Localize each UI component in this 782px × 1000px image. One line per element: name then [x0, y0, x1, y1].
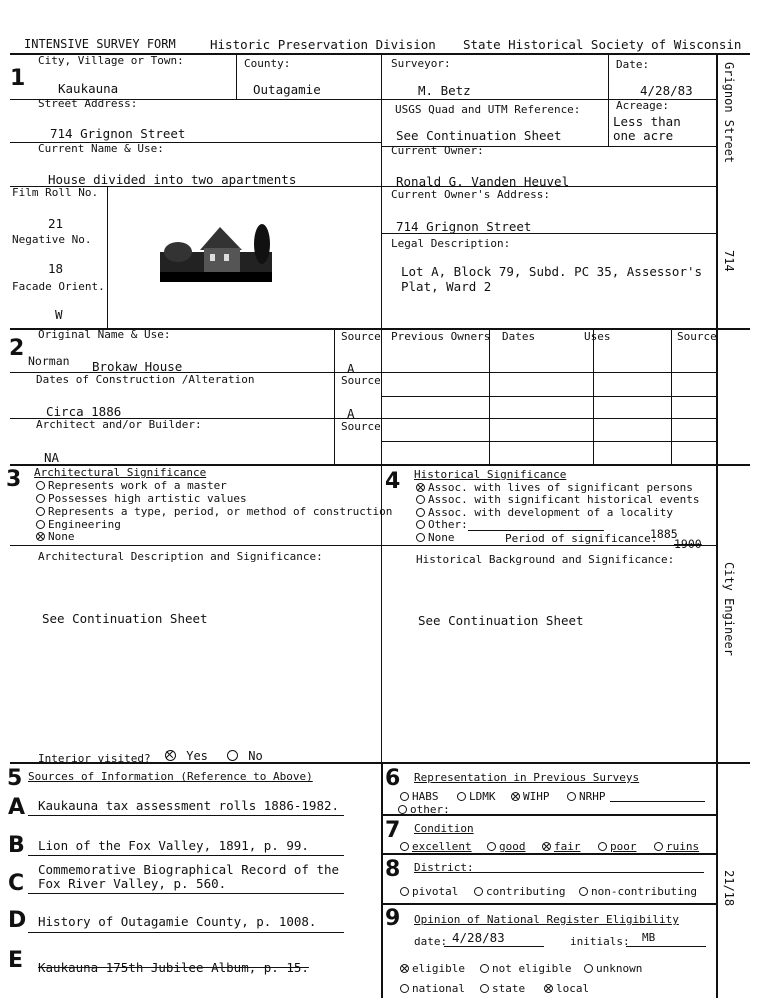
architect-value[interactable]: NA [44, 450, 60, 465]
condition-poor[interactable]: poor [598, 840, 637, 853]
county-value[interactable]: Outagamie [253, 82, 321, 97]
owner-address-label: Current Owner's Address: [391, 188, 550, 201]
surveyor-label: Surveyor: [391, 57, 451, 70]
hist-background-label: Historical Background and Significance: [416, 553, 675, 566]
source-header-4: Source [341, 420, 381, 433]
margin-number: 714 [722, 250, 736, 272]
radio-checked-icon [400, 964, 409, 973]
arch-opt-engineering[interactable]: Engineering [36, 518, 121, 531]
source-letter-e: E [8, 948, 24, 973]
owner-address-value[interactable]: 714 Grignon Street [396, 219, 532, 234]
acreage-value-2[interactable]: one acre [613, 128, 674, 143]
current-name-label: Current Name & Use: [38, 142, 164, 155]
initials-value[interactable]: MB [642, 931, 656, 944]
radio-checked-icon [36, 532, 45, 541]
street-value[interactable]: 714 Grignon Street [50, 126, 186, 141]
radio-icon [416, 520, 425, 529]
arch-opt-master[interactable]: Represents work of a master [36, 479, 227, 492]
street-label: Street Address: [38, 97, 138, 110]
radio-icon [36, 507, 45, 516]
radio-icon [416, 508, 425, 517]
radio-icon [36, 520, 45, 529]
date-value[interactable]: 4/28/83 [640, 83, 693, 98]
source-c-2[interactable]: Fox River Valley, p. 560. [38, 876, 227, 891]
date-label: Date: [616, 58, 650, 71]
eligibility-title: Opinion of National Register Eligibility [414, 913, 679, 926]
section-8-number: 8 [385, 857, 401, 882]
radio-checked-icon [511, 792, 520, 801]
radio-checked-icon [542, 842, 551, 851]
construction-source[interactable]: A [347, 406, 355, 421]
period-start[interactable]: 1885 [650, 527, 678, 541]
city-label: City, Village or Town: [38, 54, 184, 67]
usgs-label: USGS Quad and UTM Reference: [395, 103, 581, 116]
original-name-source[interactable]: A [347, 361, 355, 376]
section-2-number: 2 [9, 336, 25, 361]
owner-label: Current Owner: [391, 144, 484, 157]
acreage-label: Acreage: [616, 99, 669, 112]
hist-significance-title: Historical Significance [414, 468, 567, 481]
initials-label: initials: [570, 935, 630, 948]
survey-ldmk[interactable]: LDMK [457, 790, 496, 803]
acreage-value-1[interactable]: Less than [613, 114, 681, 129]
section-6-number: 6 [385, 766, 401, 791]
radio-icon [400, 984, 409, 993]
hist-opt-locality[interactable]: Assoc. with development of a locality [416, 506, 673, 519]
condition-good[interactable]: good [487, 840, 526, 853]
sources-title: Sources of Information (Reference to Above) [28, 770, 313, 783]
interior-yes[interactable]: Yes [165, 750, 208, 763]
hist-opt-none[interactable]: None [416, 531, 455, 544]
legal-value-2[interactable]: Plat, Ward 2 [401, 279, 492, 294]
radio-icon [36, 494, 45, 503]
surveys-title: Representation in Previous Surveys [414, 771, 640, 784]
hist-opt-persons[interactable]: Assoc. with lives of significant persons [416, 481, 693, 494]
survey-wihp[interactable]: WIHP [511, 790, 550, 803]
source-letter-b: B [8, 833, 25, 858]
original-name-b[interactable]: Brokaw House [92, 359, 183, 374]
facade-label: Facade Orient. [12, 280, 105, 293]
county-label: County: [244, 57, 291, 70]
source-header-1: Source [341, 330, 381, 343]
source-c-1[interactable]: Commemorative Biographical Record of the [38, 862, 340, 877]
eligibility-date-value[interactable]: 4/28/83 [452, 930, 505, 945]
radio-icon [480, 964, 489, 973]
hist-opt-other[interactable]: Other: [416, 518, 468, 531]
condition-ruins[interactable]: ruins [654, 840, 699, 853]
source-b[interactable]: Lion of the Fox Valley, 1891, p. 99. [38, 838, 309, 853]
society-name: State Historical Society of Wisconsin [463, 37, 742, 52]
construction-dates-value[interactable]: Circa 1886 [46, 404, 122, 419]
section-4-number: 4 [385, 469, 401, 494]
radio-icon [579, 887, 588, 896]
condition-excellent[interactable]: excellent [400, 840, 472, 853]
survey-other[interactable]: other: [398, 803, 450, 816]
margin-code: 21/18 [722, 870, 736, 907]
arch-description-value[interactable]: See Continuation Sheet [42, 611, 208, 626]
section-7-number: 7 [385, 818, 401, 843]
section-9-number: 9 [385, 906, 401, 931]
radio-icon [487, 842, 496, 851]
arch-opt-artistic[interactable]: Possesses high artistic values [36, 492, 247, 505]
level-national[interactable]: national [400, 982, 465, 995]
section-3-number: 3 [6, 467, 22, 492]
source-header-3: Source [341, 374, 381, 387]
district-pivotal[interactable]: pivotal [400, 885, 458, 898]
source-letter-d: D [8, 908, 27, 933]
eligibility-eligible[interactable]: eligible [400, 962, 465, 975]
form-title: INTENSIVE SURVEY FORM [24, 37, 176, 51]
other-line [468, 530, 604, 531]
film-roll-label: Film Roll No. [12, 186, 99, 199]
negative-label: Negative No. [12, 233, 92, 246]
arch-significance-title: Architectural Significance [34, 466, 207, 479]
eligibility-date-label: date: [414, 935, 448, 948]
legal-value-1[interactable]: Lot A, Block 79, Subd. PC 35, Assessor's [401, 264, 703, 279]
radio-icon [598, 842, 607, 851]
source-e[interactable]: Kaukauna 175th Jubilee Album, p. 15. [38, 960, 309, 975]
radio-icon [36, 481, 45, 490]
condition-fair[interactable]: fair [542, 840, 581, 853]
owner-value[interactable]: Ronald G. Vanden Heuvel [396, 174, 570, 189]
uses-header: Uses [584, 330, 611, 343]
negative-value[interactable]: 18 [48, 261, 64, 276]
radio-icon [654, 842, 663, 851]
survey-habs[interactable]: HABS [400, 790, 439, 803]
film-roll-value[interactable]: 21 [48, 216, 64, 231]
radio-icon [457, 792, 466, 801]
district-title: District: [414, 861, 474, 874]
previous-owners-header: Previous Owners [391, 330, 491, 343]
construction-dates-label: Dates of Construction /Alteration [36, 373, 255, 386]
division-name: Historic Preservation Division [210, 37, 436, 52]
radio-icon [400, 887, 409, 896]
radio-checked-icon [416, 483, 425, 492]
source-d[interactable]: History of Outagamie County, p. 1008. [38, 914, 317, 929]
city-value[interactable]: Kaukauna [58, 81, 119, 96]
radio-icon [416, 533, 425, 542]
level-local[interactable]: local [544, 982, 589, 995]
source-letter-a: A [8, 795, 26, 820]
eligibility-unknown[interactable]: unknown [584, 962, 642, 975]
period-end[interactable]: 1900 [674, 537, 702, 551]
radio-icon [416, 495, 425, 504]
period-label: Period of significance: [505, 532, 658, 545]
arch-opt-type[interactable]: Represents a type, period, or method of construction [36, 505, 392, 518]
radio-icon [400, 842, 409, 851]
district-contributing[interactable]: contributing [474, 885, 565, 898]
section-1-number: 1 [10, 66, 26, 91]
margin-department: City Engineer [722, 562, 736, 656]
interior-label: Interior visited? [38, 752, 151, 765]
radio-icon [480, 984, 489, 993]
arch-description-label: Architectural Description and Significance: [38, 550, 323, 563]
eligibility-not-eligible[interactable]: not eligible [480, 962, 571, 975]
radio-checked-icon [165, 750, 176, 761]
section-5-number: 5 [7, 766, 23, 791]
condition-title: Condition [414, 822, 474, 835]
radio-checked-icon [544, 984, 553, 993]
interior-no[interactable]: No [227, 750, 263, 763]
source-letter-c: C [8, 871, 25, 896]
facade-value[interactable]: W [55, 307, 63, 322]
district-non-contributing[interactable]: non-contributing [579, 885, 697, 898]
surveyor-value[interactable]: M. Betz [418, 83, 471, 98]
arch-opt-none[interactable]: None [36, 530, 75, 543]
dates-header: Dates [502, 330, 536, 343]
radio-icon [584, 964, 593, 973]
usgs-value[interactable]: See Continuation Sheet [396, 128, 562, 143]
level-state[interactable]: state [480, 982, 525, 995]
radio-icon [567, 792, 576, 801]
radio-icon [398, 805, 407, 814]
legal-label: Legal Description: [391, 237, 511, 250]
radio-icon [400, 792, 409, 801]
original-name-label: Original Name & Use: [38, 328, 171, 341]
radio-icon [474, 887, 483, 896]
margin-street: Grignon Street [722, 62, 736, 164]
survey-nrhp[interactable]: NRHP [567, 790, 606, 803]
house-photo [160, 202, 272, 282]
architect-label: Architect and/or Builder: [36, 418, 202, 431]
source-a[interactable]: Kaukauna tax assessment rolls 1886-1982. [38, 798, 340, 813]
hist-background-value[interactable]: See Continuation Sheet [418, 613, 584, 628]
source-header-2: Source [677, 330, 717, 343]
current-name-value[interactable]: House divided into two apartments [48, 172, 297, 187]
hist-opt-events[interactable]: Assoc. with significant historical events [416, 493, 700, 506]
radio-icon [227, 750, 238, 761]
original-name-a[interactable]: Norman [28, 354, 70, 368]
